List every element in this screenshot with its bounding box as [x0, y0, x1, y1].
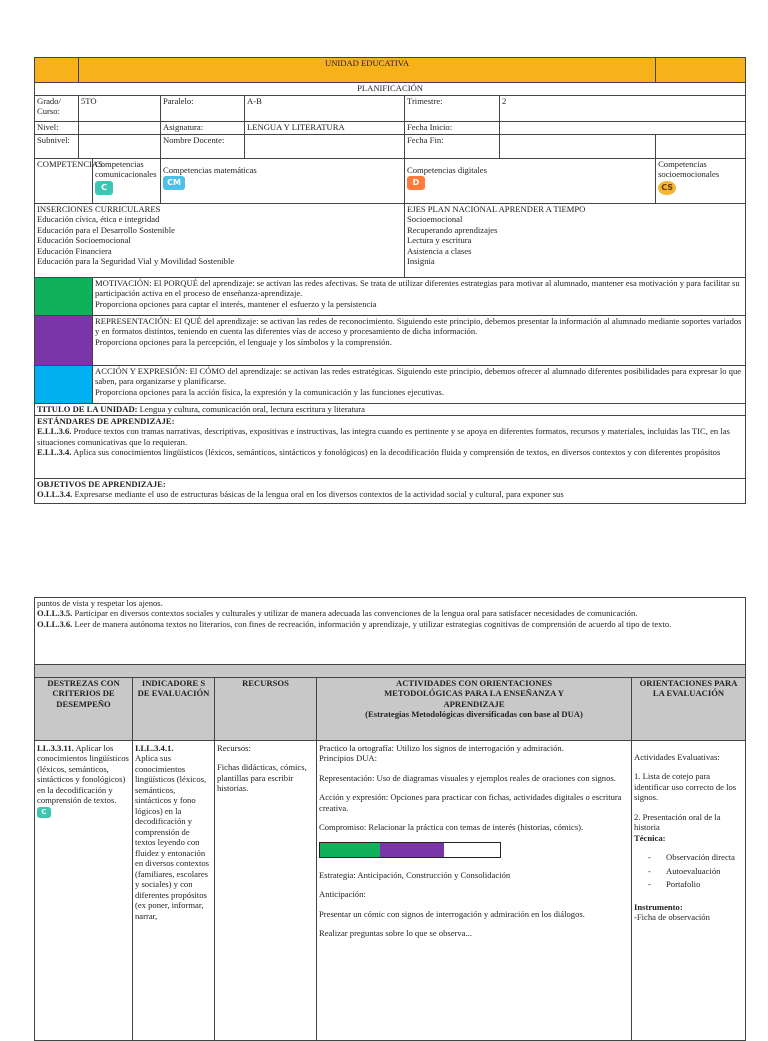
docente-label: Nombre Docente:	[161, 135, 245, 159]
competencias-comunicacionales: Competencias comunicacionales	[95, 159, 157, 180]
paralelo-label: Paralelo:	[161, 96, 245, 122]
col-recursos: RECURSOS	[215, 678, 317, 741]
matematica-badge-icon: CM	[163, 176, 185, 190]
estandares-aprendizaje: ESTÁNDARES DE APRENDIZAJE: E.LL.3.6. Produce textos con tramas narrativas, descriptivas, expositivas e instructivas, las integra cuando es pertinente y se apoya en diferentes formatos, recursos y materiales, incluidas las TIC, en las situaciones comunicativas que lo requieran. E.LL.3.4. Aplica sus conocimientos lingüísticos (léxicos, semánticos, sintácticos y fonológicos) en la decodificación fluida y comprensión de textos, en diversos contextos y con diferentes propósitos	[35, 416, 746, 479]
planning-table-continued	[34, 597, 746, 1041]
comunicacional-badge-icon: C	[95, 181, 113, 195]
planning-title: PLANIFICACIÓN	[35, 83, 746, 96]
actividades-cell: Practico la ortografía: Utilizo los signos de interrogación y admiración. Principios DUA: Representación: Uso de diagramas visuales y ejemplos reales de oraciones con signos. Acción y expresión: Opciones para practicar con fichas, actividades digitales o escritura creativa. Compromiso: Relacionar la práctica con temas de interés (historias, cómics). Estrategia: Anticipación, Construcción y Consolidación Anticipación: Presentar un cómic con signos de interrogación y admiración en los diálogos. Realizar preguntas sobre lo que se observa...	[317, 741, 632, 1041]
planning-table	[34, 57, 746, 504]
asignatura-label: Asignatura:	[161, 122, 245, 135]
eje-item: Socioemocional	[407, 214, 463, 225]
ejes-plan-nacional	[405, 204, 746, 278]
objetivos-continued: puntos de vista y respetar los ajenos. O.LL.3.5. Participar en diversos contextos sociales y culturales y utilizar de manera adecuada las convenciones de la lengua oral para satisfacer necesidades de comunicación. O.LL.3.6. Leer de manera autónoma textos no literarios, con fines de recreación, información y aprendizaje, y utilizar estrategias cognitivas de comprensión de acuerdo al tipo de texto.	[35, 598, 746, 665]
fecha-fin-label: Fecha Fin:	[405, 135, 500, 159]
col-actividades: ACTIVIDADES CON ORIENTACIONES METODOLÓGICAS PARA LA ENSEÑANZA Y APRENDIZAJE (Estrategias Metodológicas diversificadas con base al DUA)	[317, 678, 632, 741]
nivel-label: Nivel:	[35, 122, 79, 135]
school-title: UNIDAD EDUCATIVA	[79, 58, 656, 83]
representacion-text: REPRESENTACIÓN: El QUÉ del aprendizaje: se activan las redes de reconocimiento. Siguiendo este principio, debemos presentar la información al alumnado mediante soportes variados y en formatos distintos, teniendo en cuenta las diferentes vías de acceso y procesamiento de dicha información. Proporciona opciones para la percepción, el lenguaje y los símbolos y la comprensión.	[93, 316, 746, 366]
tecnica-list	[634, 852, 743, 889]
eje-item: Asistencia a clases	[407, 245, 472, 256]
dua-color-bar	[319, 842, 501, 858]
grado-label: Grado/ Curso:	[35, 96, 79, 122]
representacion-color-swatch	[35, 316, 93, 366]
competencias-digitales: Competencias digitales	[407, 165, 487, 175]
trimestre-value: 2	[500, 96, 746, 122]
socioemocional-badge-icon: CS	[658, 181, 676, 195]
competencias-matematicas: Competencias matemáticas	[163, 165, 257, 175]
representacion-bar-segment	[380, 843, 444, 857]
tecnica-item: - Autoevaluación	[648, 866, 743, 876]
trimestre-label: Trimestre:	[405, 96, 500, 122]
paralelo-value: A-B	[245, 96, 405, 122]
indicador-cell: I.LL.3.4.1. Aplica sus conocimientos lingüísticos (léxicos, semánticos, sintácticos y fono lógicos) en la decodificación y comprensión de textos leyendo con fluidez y entonación en diversos contextos (familiares, escolares y sociales) y con diferentes propósitos (ex poner, informar, narrar,	[133, 741, 215, 1041]
unidad-title: TITULO DE LA UNIDAD: Lengua y cultura, comunicación oral, lectura escritura y literatura	[35, 404, 746, 416]
col-orientaciones: ORIENTACIONES PARA LA EVALUACIÓN	[632, 678, 746, 741]
objetivos-aprendizaje: OBJETIVOS DE APRENDIZAJE: O.LL.3.4. Expresarse mediante el uso de estructuras básicas de la lengua oral en los diversos contextos de la actividad social y cultural, para exponer sus	[35, 479, 746, 504]
eje-item: Lectura y escritura	[407, 235, 472, 246]
grado-value: 5TO	[79, 96, 161, 122]
tecnica-item: - Observación directa	[648, 852, 743, 862]
empty-bar-segment	[444, 843, 500, 857]
insercion-item: Educación cívica, ética e integridad	[37, 214, 160, 225]
digital-badge-icon: D	[407, 176, 425, 190]
ejes-title: EJES PLAN NACIONAL APRENDER A TIEMPO	[407, 204, 586, 214]
asignatura-value: LENGUA Y LITERATURA	[245, 122, 405, 135]
insercion-item: Educación Socioemocional	[37, 235, 131, 246]
orientaciones-cell: Actividades Evaluativas: 1. Lista de cotejo para identificar uso correcto de los signos. 2. Presentación oral de la historia Técnica: - Observación directa - Autoevaluación - Portafolio Instrumento: -Ficha de observación	[632, 741, 746, 1041]
recursos-cell: Recursos: Fichas didácticas, cómics, plantillas para escribir historias.	[215, 741, 317, 1041]
motivacion-bar-segment	[320, 843, 380, 857]
eje-item: Insignia	[407, 256, 435, 267]
insercion-item: Educación para el Desarrollo Sostenible	[37, 224, 175, 235]
col-destrezas: DESTREZAS CON CRITERIOS DE DESEMPEÑO	[35, 678, 133, 741]
destreza-cell: LL.3.3.11. Aplicar los conocimientos lingüísticos (léxicos, semánticos, sintácticos y fonológicos) en la decodificación y comprensión de textos. C	[35, 741, 133, 1041]
comunicacional-badge-icon: C	[37, 807, 51, 818]
accion-color-swatch	[35, 366, 93, 404]
motivacion-color-swatch	[35, 278, 93, 316]
competencias-title: COMPETENCIAS	[35, 159, 93, 204]
insercion-item: Educación Financiera	[37, 245, 112, 256]
eje-item: Recuperando aprendizajes	[407, 224, 498, 235]
insercion-item: Educación para la Seguridad Vial y Movilidad Sostenible	[37, 256, 235, 267]
competencias-socioemocionales: Competencias socioemocionales	[658, 159, 720, 180]
inserciones-title: INSERCIONES CURRICULARES	[37, 204, 161, 214]
tecnica-item: - Portafolio	[648, 879, 743, 889]
motivacion-text: MOTIVACIÓN: El PORQUÉ del aprendizaje: se activan las redes afectivas. Se trata de utilizar diferentes estrategias para motivar al alumnado, mantener esa motivación y para facilitar su participación activa en el proceso de enseñanza-aprendizaje. Proporciona opciones para captar el interés, mantener el esfuerzo y la persistencia	[93, 278, 746, 316]
accion-text: ACCIÓN Y EXPRESIÓN: El CÓMO del aprendizaje: se activan las redes estratégicas. Siguiendo este principio, debemos ofrecer al alumnado diferentes posibilidades para expresar lo que saben, para organizarse y planificarse. Proporciona opciones para la acción física, la expresión y la comunicación y las funciones ejecutivas.	[93, 366, 746, 404]
inserciones-curriculares	[35, 204, 405, 278]
subnivel-label: Subnivel:	[35, 135, 79, 159]
col-indicadores: INDICADORE S DE EVALUACIÓN	[133, 678, 215, 741]
fecha-inicio-label: Fecha Inicio:	[405, 122, 500, 135]
